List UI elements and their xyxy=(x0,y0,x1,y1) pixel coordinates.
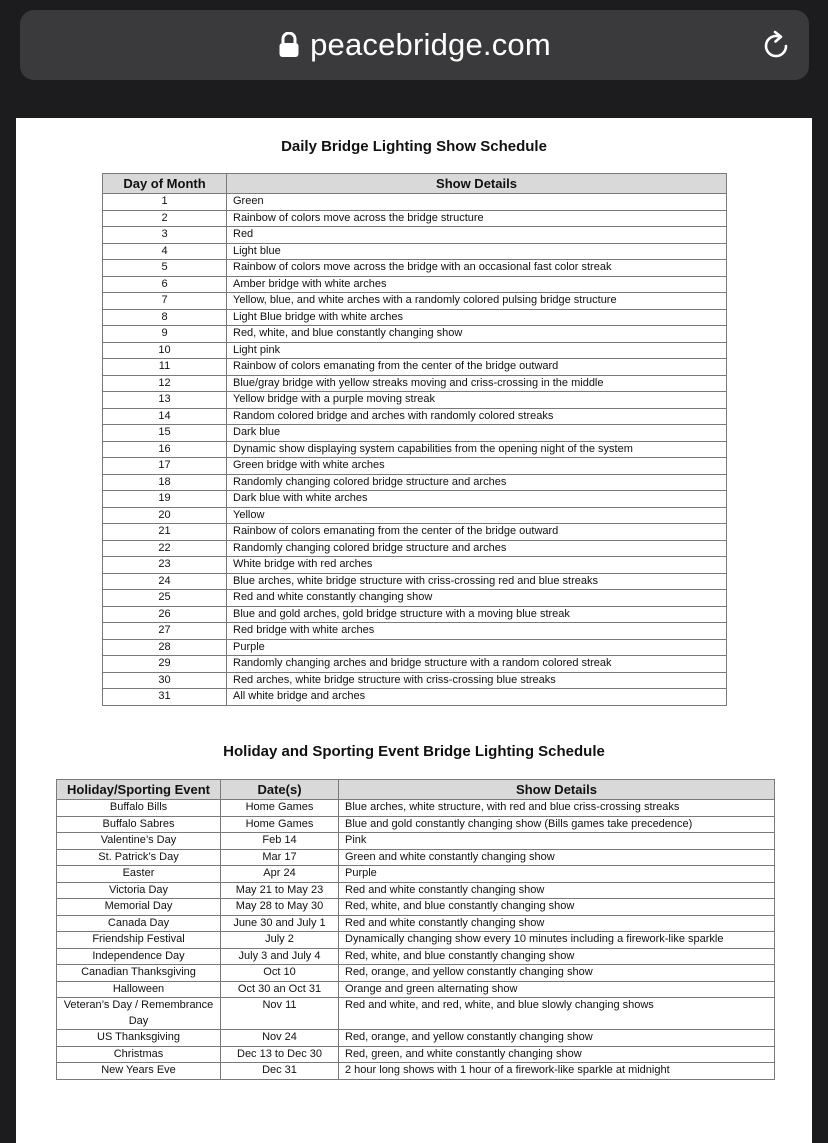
show-details-cell: Blue and gold constantly changing show (Bills games take precedence) xyxy=(339,816,775,833)
table-row xyxy=(103,573,727,590)
header-show-details: Show Details xyxy=(227,174,727,194)
table-row xyxy=(103,309,727,326)
show-details-cell: Yellow, blue, and white arches with a randomly colored pulsing bridge structure xyxy=(227,293,727,310)
table-row xyxy=(103,408,727,425)
dates-cell: May 28 to May 30 xyxy=(221,899,339,916)
day-cell: 4 xyxy=(103,243,227,260)
lock-icon xyxy=(278,32,300,58)
header-show-details: Show Details xyxy=(339,780,775,800)
table-row xyxy=(57,882,775,899)
day-cell: 14 xyxy=(103,408,227,425)
table-row xyxy=(57,816,775,833)
table-row xyxy=(103,474,727,491)
day-cell: 24 xyxy=(103,573,227,590)
day-cell: 16 xyxy=(103,441,227,458)
table-row xyxy=(57,899,775,916)
show-details-cell: All white bridge and arches xyxy=(227,689,727,706)
table-row xyxy=(103,557,727,574)
day-cell: 20 xyxy=(103,507,227,524)
browser-top-bar xyxy=(0,0,828,101)
day-cell: 10 xyxy=(103,342,227,359)
show-details-cell: Pink xyxy=(339,833,775,850)
day-cell: 30 xyxy=(103,672,227,689)
show-details-cell: Green bridge with white arches xyxy=(227,458,727,475)
day-cell: 7 xyxy=(103,293,227,310)
day-cell: 17 xyxy=(103,458,227,475)
table-row xyxy=(103,458,727,475)
table-row xyxy=(103,227,727,244)
dates-cell: Dec 31 xyxy=(221,1063,339,1080)
show-details-cell: Light pink xyxy=(227,342,727,359)
dates-cell: Oct 30 an Oct 31 xyxy=(221,981,339,998)
show-details-cell: Amber bridge with white arches xyxy=(227,276,727,293)
show-details-cell: Red and white, and red, white, and blue slowly changing shows xyxy=(339,998,775,1030)
show-details-cell: Red, white, and blue constantly changing show xyxy=(339,899,775,916)
table-row xyxy=(57,1046,775,1063)
table-row xyxy=(103,639,727,656)
table-row xyxy=(57,849,775,866)
table-row xyxy=(103,689,727,706)
table-row xyxy=(103,425,727,442)
url-text: peacebridge.com xyxy=(310,27,551,62)
day-cell: 15 xyxy=(103,425,227,442)
day-cell: 12 xyxy=(103,375,227,392)
show-details-cell: Purple xyxy=(227,639,727,656)
table-row xyxy=(103,656,727,673)
dates-cell: Feb 14 xyxy=(221,833,339,850)
show-details-cell: Dark blue xyxy=(227,425,727,442)
day-cell: 19 xyxy=(103,491,227,508)
holiday-schedule-title: Holiday and Sporting Event Bridge Lighting Schedule xyxy=(223,743,605,760)
table-row xyxy=(57,866,775,883)
show-details-cell: Rainbow of colors move across the bridge with an occasional fast color streak xyxy=(227,260,727,277)
event-cell: Canadian Thanksgiving xyxy=(57,965,221,982)
url-display xyxy=(20,10,809,80)
table-row xyxy=(57,932,775,949)
show-details-cell: Purple xyxy=(339,866,775,883)
event-cell: Independence Day xyxy=(57,948,221,965)
dates-cell: Mar 17 xyxy=(221,849,339,866)
dates-cell: Home Games xyxy=(221,816,339,833)
show-details-cell: Red, green, and white constantly changing show xyxy=(339,1046,775,1063)
table-header-row xyxy=(57,780,775,800)
dates-cell: May 21 to May 23 xyxy=(221,882,339,899)
day-cell: 18 xyxy=(103,474,227,491)
day-cell: 25 xyxy=(103,590,227,607)
show-details-cell: Yellow bridge with a purple moving streak xyxy=(227,392,727,409)
show-details-cell: Green xyxy=(227,194,727,211)
show-details-cell: Red, white, and blue constantly changing show xyxy=(339,948,775,965)
show-details-cell: Blue arches, white structure, with red and blue criss-crossing streaks xyxy=(339,800,775,817)
table-row xyxy=(103,276,727,293)
day-cell: 21 xyxy=(103,524,227,541)
table-row xyxy=(103,623,727,640)
show-details-cell: Red bridge with white arches xyxy=(227,623,727,640)
table-row xyxy=(57,1030,775,1047)
show-details-cell: Blue and gold arches, gold bridge structure with a moving blue streak xyxy=(227,606,727,623)
show-details-cell: Light Blue bridge with white arches xyxy=(227,309,727,326)
event-cell: Memorial Day xyxy=(57,899,221,916)
show-details-cell: White bridge with red arches xyxy=(227,557,727,574)
day-cell: 29 xyxy=(103,656,227,673)
reload-icon[interactable] xyxy=(759,29,793,63)
daily-schedule-table xyxy=(102,173,727,706)
table-row xyxy=(103,359,727,376)
table-row xyxy=(103,243,727,260)
event-cell: Friendship Festival xyxy=(57,932,221,949)
table-row xyxy=(103,293,727,310)
table-row xyxy=(57,998,775,1030)
show-details-cell: Red and white constantly changing show xyxy=(227,590,727,607)
event-cell: Easter xyxy=(57,866,221,883)
table-row xyxy=(103,491,727,508)
table-row xyxy=(57,965,775,982)
show-details-cell: Blue arches, white bridge structure with criss-crossing red and blue streaks xyxy=(227,573,727,590)
table-row xyxy=(103,524,727,541)
dates-cell: Nov 11 xyxy=(221,998,339,1030)
header-day-of-month: Day of Month xyxy=(103,174,227,194)
show-details-cell: Dark blue with white arches xyxy=(227,491,727,508)
show-details-cell: Rainbow of colors move across the bridge structure xyxy=(227,210,727,227)
event-cell: Victoria Day xyxy=(57,882,221,899)
table-row xyxy=(103,590,727,607)
show-details-cell: Red, orange, and yellow constantly changing show xyxy=(339,965,775,982)
dates-cell: Nov 24 xyxy=(221,1030,339,1047)
show-details-cell: Random colored bridge and arches with randomly colored streaks xyxy=(227,408,727,425)
day-cell: 8 xyxy=(103,309,227,326)
table-row xyxy=(103,441,727,458)
table-row xyxy=(57,981,775,998)
table-row xyxy=(103,606,727,623)
event-cell: Veteran’s Day / Remembrance Day xyxy=(57,998,221,1030)
show-details-cell: Rainbow of colors emanating from the center of the bridge outward xyxy=(227,524,727,541)
show-details-cell: Red, orange, and yellow constantly changing show xyxy=(339,1030,775,1047)
dates-cell: Home Games xyxy=(221,800,339,817)
show-details-cell: Randomly changing colored bridge structure and arches xyxy=(227,540,727,557)
show-details-cell: Red and white constantly changing show xyxy=(339,882,775,899)
holiday-schedule-table xyxy=(56,779,775,1080)
day-cell: 2 xyxy=(103,210,227,227)
show-details-cell: Randomly changing arches and bridge structure with a random colored streak xyxy=(227,656,727,673)
event-cell: Canada Day xyxy=(57,915,221,932)
dates-cell: July 3 and July 4 xyxy=(221,948,339,965)
table-row xyxy=(103,260,727,277)
day-cell: 23 xyxy=(103,557,227,574)
dates-cell: Oct 10 xyxy=(221,965,339,982)
table-row xyxy=(57,915,775,932)
day-cell: 31 xyxy=(103,689,227,706)
show-details-cell: Orange and green alternating show xyxy=(339,981,775,998)
show-details-cell: Yellow xyxy=(227,507,727,524)
address-bar[interactable] xyxy=(20,10,809,80)
day-cell: 13 xyxy=(103,392,227,409)
table-row xyxy=(57,833,775,850)
day-cell: 6 xyxy=(103,276,227,293)
day-cell: 27 xyxy=(103,623,227,640)
show-details-cell: Dynamically changing show every 10 minutes including a firework-like sparkle xyxy=(339,932,775,949)
table-row xyxy=(103,375,727,392)
show-details-cell: Blue/gray bridge with yellow streaks moving and criss-crossing in the middle xyxy=(227,375,727,392)
dates-cell: June 30 and July 1 xyxy=(221,915,339,932)
table-row xyxy=(57,1063,775,1080)
daily-schedule-title: Daily Bridge Lighting Show Schedule xyxy=(281,138,547,155)
event-cell: Buffalo Bills xyxy=(57,800,221,817)
show-details-cell: Red arches, white bridge structure with criss-crossing blue streaks xyxy=(227,672,727,689)
table-row xyxy=(103,194,727,211)
table-row xyxy=(103,392,727,409)
show-details-cell: Red and white constantly changing show xyxy=(339,915,775,932)
day-cell: 28 xyxy=(103,639,227,656)
show-details-cell: Red, white, and blue constantly changing show xyxy=(227,326,727,343)
event-cell: New Years Eve xyxy=(57,1063,221,1080)
show-details-cell: Light blue xyxy=(227,243,727,260)
event-cell: US Thanksgiving xyxy=(57,1030,221,1047)
event-cell: Buffalo Sabres xyxy=(57,816,221,833)
day-cell: 5 xyxy=(103,260,227,277)
table-row xyxy=(57,800,775,817)
table-row xyxy=(103,326,727,343)
table-row xyxy=(103,342,727,359)
table-row xyxy=(103,540,727,557)
day-cell: 9 xyxy=(103,326,227,343)
dates-cell: Apr 24 xyxy=(221,866,339,883)
show-details-cell: Rainbow of colors emanating from the center of the bridge outward xyxy=(227,359,727,376)
day-cell: 11 xyxy=(103,359,227,376)
document-page xyxy=(16,118,812,1143)
header-event: Holiday/Sporting Event xyxy=(57,780,221,800)
dates-cell: July 2 xyxy=(221,932,339,949)
day-cell: 22 xyxy=(103,540,227,557)
day-cell: 1 xyxy=(103,194,227,211)
dates-cell: Dec 13 to Dec 30 xyxy=(221,1046,339,1063)
event-cell: Valentine’s Day xyxy=(57,833,221,850)
show-details-cell: Red xyxy=(227,227,727,244)
table-row xyxy=(103,672,727,689)
table-row xyxy=(103,507,727,524)
show-details-cell: Randomly changing colored bridge structure and arches xyxy=(227,474,727,491)
event-cell: Halloween xyxy=(57,981,221,998)
day-cell: 3 xyxy=(103,227,227,244)
header-dates: Date(s) xyxy=(221,780,339,800)
day-cell: 26 xyxy=(103,606,227,623)
table-row xyxy=(57,948,775,965)
event-cell: St. Patrick’s Day xyxy=(57,849,221,866)
table-row xyxy=(103,210,727,227)
table-header-row xyxy=(103,174,727,194)
show-details-cell: 2 hour long shows with 1 hour of a firework-like sparkle at midnight xyxy=(339,1063,775,1080)
show-details-cell: Green and white constantly changing show xyxy=(339,849,775,866)
event-cell: Christmas xyxy=(57,1046,221,1063)
show-details-cell: Dynamic show displaying system capabilities from the opening night of the system xyxy=(227,441,727,458)
